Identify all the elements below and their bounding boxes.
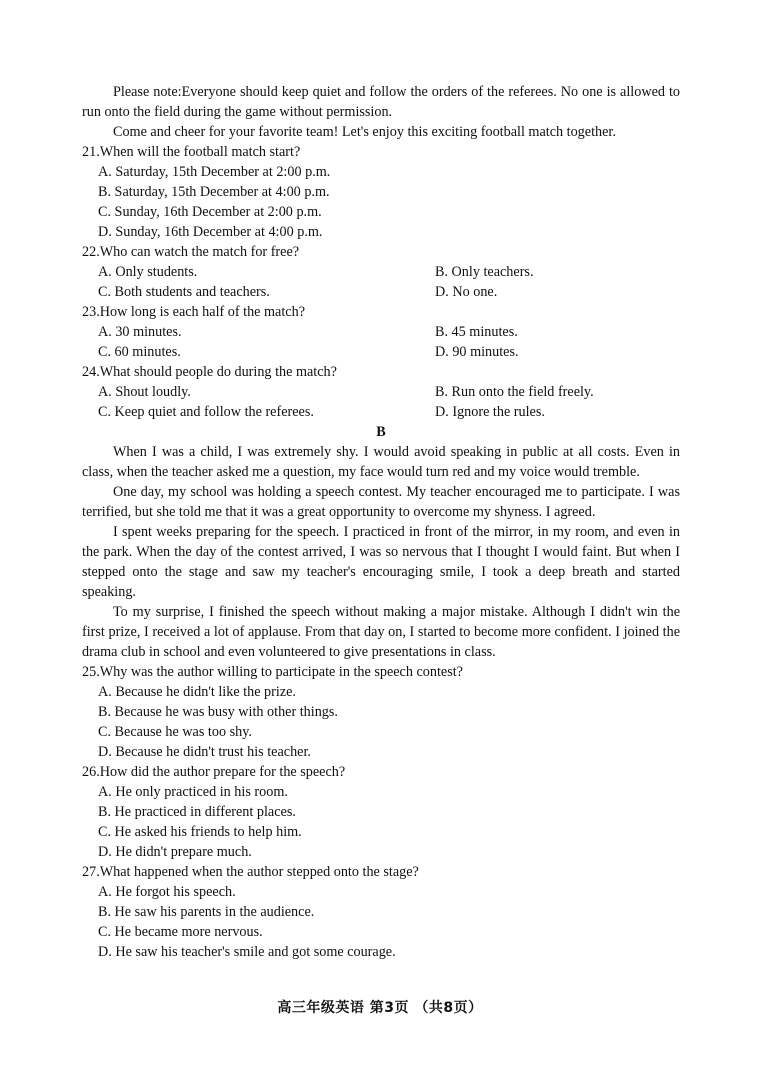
q24-options-row-2 [82,402,680,422]
passage-paragraph-2: One day, my school was holding a speech contest. My teacher encouraged me to participate. I was terrified, but she told me that it was a great opportunity to overcome my shyness. I agreed. [82,484,680,520]
q24-option-a: A. Shout loudly. [98,384,191,400]
q27-option-b: B. He saw his parents in the audience. [98,904,315,920]
q26-option-c: C. He asked his friends to help him. [98,824,302,840]
q25-option-a: A. Because he didn't like the prize. [98,684,296,700]
q24-option-c: C. Keep quiet and follow the referees. [98,404,314,420]
question-24: 24.What should people do during the match? [82,364,337,380]
q26-option-a: A. He only practiced in his room. [98,784,288,800]
exam-page [82,82,680,962]
question-26: 26.How did the author prepare for the speech? [82,764,346,780]
q22-option-c: C. Both students and teachers. [98,284,270,300]
passage-paragraph-1: When I was a child, I was extremely shy. I would avoid speaking in public at all costs. Even in class, when the teacher asked me a question, my face would turn red and my voice would tremble. [82,444,680,480]
intro-cheer: Come and cheer for your favorite team! Let's enjoy this exciting football match together. [113,124,616,140]
q21-option-b: B. Saturday, 15th December at 4:00 p.m. [98,184,330,200]
q27-option-c: C. He became more nervous. [98,924,263,940]
passage-paragraph-3: I spent weeks preparing for the speech. I practiced in front of the mirror, in my room, and even in the park. When the day of the contest arrived, I was so nervous that I thought I would faint. But when I stepped onto the stage and saw my teacher's encouraging smile, I took a deep breath and started speaking. [82,524,680,600]
q23-options-row-2 [82,342,680,362]
question-21: 21.When will the football match start? [82,144,301,160]
question-22: 22.Who can watch the match for free? [82,244,300,260]
q21-option-d: D. Sunday, 16th December at 4:00 p.m. [98,224,323,240]
question-23: 23.How long is each half of the match? [82,304,305,320]
q26-option-d: D. He didn't prepare much. [98,844,252,860]
q25-option-c: C. Because he was too shy. [98,724,252,740]
q21-option-c: C. Sunday, 16th December at 2:00 p.m. [98,204,322,220]
q26-option-b: B. He practiced in different places. [98,804,296,820]
intro-note: Please note:Everyone should keep quiet and follow the orders of the referees. No one is allowed to run onto the field during the game without permission. [82,84,680,120]
q27-option-a: A. He forgot his speech. [98,884,236,900]
q25-option-d: D. Because he didn't trust his teacher. [98,744,311,760]
q27-option-d: D. He saw his teacher's smile and got some courage. [98,944,396,960]
question-25: 25.Why was the author willing to participate in the speech contest? [82,664,463,680]
section-heading-b: B [376,424,386,440]
q22-option-d: D. No one. [435,284,498,300]
page-footer: 高三年级英语 第3页 （共8页） [277,1000,483,1016]
q21-option-a: A. Saturday, 15th December at 2:00 p.m. [98,164,331,180]
q23-option-d: D. 90 minutes. [435,344,519,360]
q25-option-b: B. Because he was busy with other things. [98,704,338,720]
q22-option-a: A. Only students. [98,264,198,280]
q22-options-row-2 [82,282,680,302]
question-27: 27.What happened when the author stepped onto the stage? [82,864,419,880]
q23-option-c: C. 60 minutes. [98,344,181,360]
q24-options-row-1 [82,382,680,402]
q22-options-row-1 [82,262,680,282]
q24-option-d: D. Ignore the rules. [435,404,545,420]
q23-option-b: B. 45 minutes. [435,324,518,340]
q23-options-row-1 [82,322,680,342]
q23-option-a: A. 30 minutes. [98,324,182,340]
q24-option-b: B. Run onto the field freely. [435,384,594,400]
passage-paragraph-4: To my surprise, I finished the speech without making a major mistake. Although I didn't win the first prize, I received a lot of applause. From that day on, I started to become more confident. I joined the drama club in school and even volunteered to give presentations in class. [82,604,680,660]
q22-option-b: B. Only teachers. [435,264,534,280]
